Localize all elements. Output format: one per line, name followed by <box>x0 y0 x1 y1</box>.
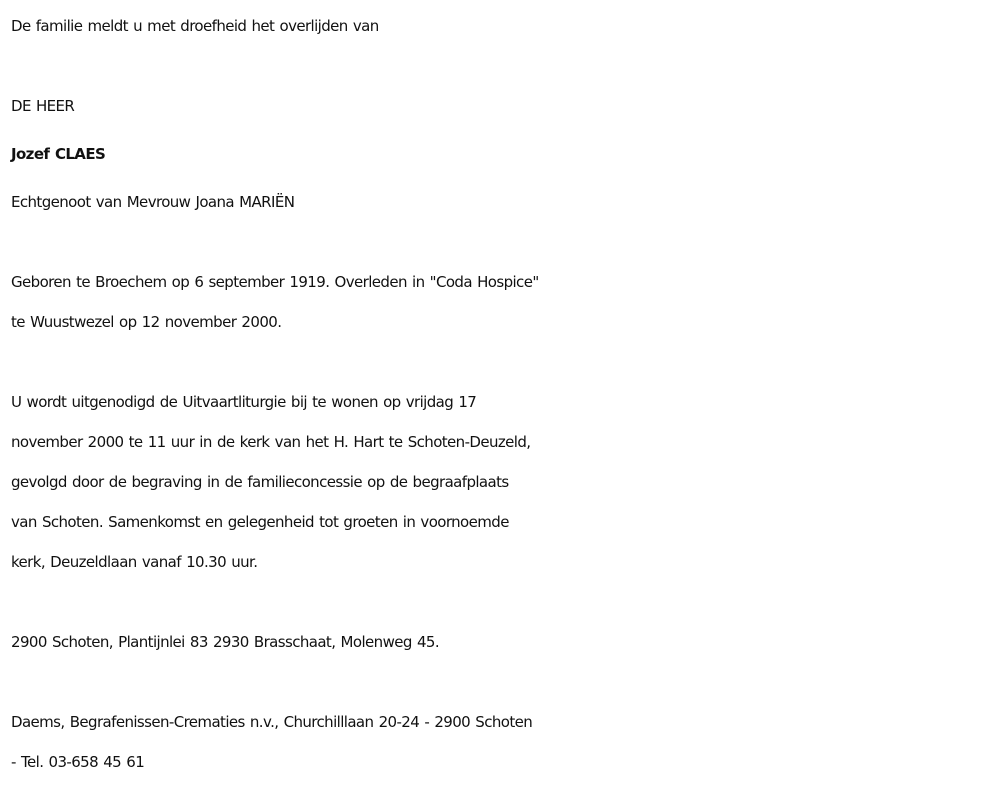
spouse-text: Echtgenoot van Mevrouw Joana MARIËN <box>11 193 295 211</box>
paragraph-line: te Wuustwezel op 12 november 2000. <box>11 313 282 331</box>
death-notice <box>11 6 996 782</box>
paragraph-line: U wordt uitgenodigd de Uitvaartliturgie bij te wonen op vrijdag 17 <box>11 393 477 411</box>
birth-death-paragraph <box>11 262 996 342</box>
paragraph-line: gevolgd door de begraving in de familieconcessie op de begraafplaats <box>11 473 509 491</box>
paragraph-line: - Tel. 03-658 45 61 <box>11 753 145 771</box>
honorific-title: DE HEER <box>11 97 75 115</box>
deceased-name: Jozef CLAES <box>11 145 106 163</box>
paragraph-line: Geboren te Broechem op 6 september 1919. Overleden in "Coda Hospice" <box>11 273 539 291</box>
intro-text: De familie meldt u met droefheid het overlijden van <box>11 17 379 35</box>
funeral-paragraph <box>11 382 996 582</box>
undertaker-paragraph <box>11 702 996 782</box>
paragraph-line: kerk, Deuzeldlaan vanaf 10.30 uur. <box>11 553 258 571</box>
paragraph-line: van Schoten. Samenkomst en gelegenheid tot groeten in voornoemde <box>11 513 509 531</box>
addresses-text: 2900 Schoten, Plantijnlei 83 2930 Brasschaat, Molenweg 45. <box>11 633 440 651</box>
paragraph-line: Daems, Begrafenissen-Crematies n.v., Churchilllaan 20-24 - 2900 Schoten <box>11 713 533 731</box>
paragraph-line: november 2000 te 11 uur in de kerk van het H. Hart te Schoten-Deuzeld, <box>11 433 531 451</box>
